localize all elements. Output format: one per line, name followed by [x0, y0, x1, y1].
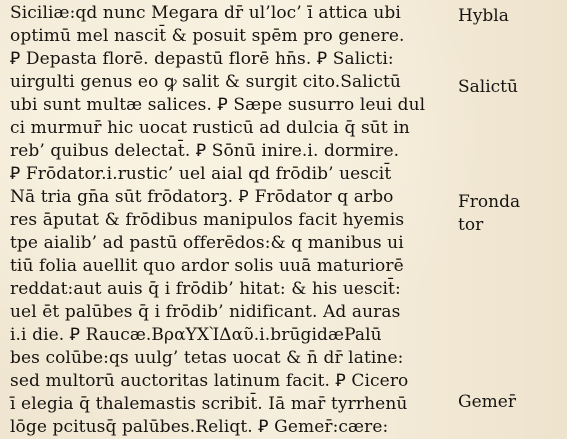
text-line: Ꝑ Frōdator.i.rustic’ uel aial qd frōdib’ uescit̄ [10, 164, 392, 184]
text-line: uel ēt palūbes q̄ i frōdib’ nidificant. Ad auras [10, 302, 401, 322]
text-line: res āputat & frōdibus manipulos facit hyemis [10, 210, 405, 230]
text-line: tpe aialib’ ad pastū offerēdos:& q manibus ui [10, 233, 404, 253]
margin-note-fronda: Fronda [458, 192, 521, 212]
text-line: ubi sunt multæ salices. Ꝑ Sæpe susurro leui dul [10, 95, 426, 115]
text-line: lōge pcitusq̄ palūbes.Reliqt. Ꝑ Gemer̄:cære: [10, 417, 389, 437]
text-line: tiū folia auellit quo ardor solis uuā maturiorē [10, 256, 404, 276]
text-line: Ꝑ Depasta florē. depastū florē hn̄s. Ꝑ Salicti: [10, 49, 394, 69]
text-line: i.i die. Ꝑ Raucæ.ΒραΥΧῚΔαῦ.i.brūgidæPalū [10, 325, 382, 345]
text-line: sed multorū auctoritas latinum facit. Ꝑ Cicero [10, 371, 409, 391]
text-line: reb’ quibus delectat̄. Ꝑ Sōnū inire.i. dormire. [10, 141, 400, 161]
text-line: ī elegia q̄ thalemastis scribit̄. Iā mar̄ tyrrhenū [10, 394, 408, 414]
main-text-block [10, 0, 455, 439]
margin-note-tor: tor [458, 215, 484, 235]
text-line: Siciliæ:qd nunc Megara dr̄ ul’loc’ ī attica ubi [10, 3, 401, 23]
text-line: reddat:aut auis q̄ i frōdib’ hitat: & his uescit̄: [10, 279, 401, 299]
text-line: ci murmur̄ hic uocat rusticū ad dulcia q̄ sūt in [10, 118, 410, 138]
text-line: optimū mel nascit̄ & posuit spēm pro genere. [10, 26, 405, 46]
margin-note-salictu: Salictū [458, 77, 518, 97]
margin-note-gemer: Gemer̄ [458, 392, 516, 412]
text-line: bes colūbe:qs uulg’ tetas uocat & n̄ dr̄ latine: [10, 348, 404, 368]
text-line: Nā tria gn̄a sūt frōdatorꝫ. Ꝑ Frōdator q arbo [10, 187, 394, 207]
text-line: uirgulti genus eo ꝙ salit & surgit cito.Salictū [10, 72, 401, 92]
margin-note-hybla: Hybla [458, 6, 509, 26]
